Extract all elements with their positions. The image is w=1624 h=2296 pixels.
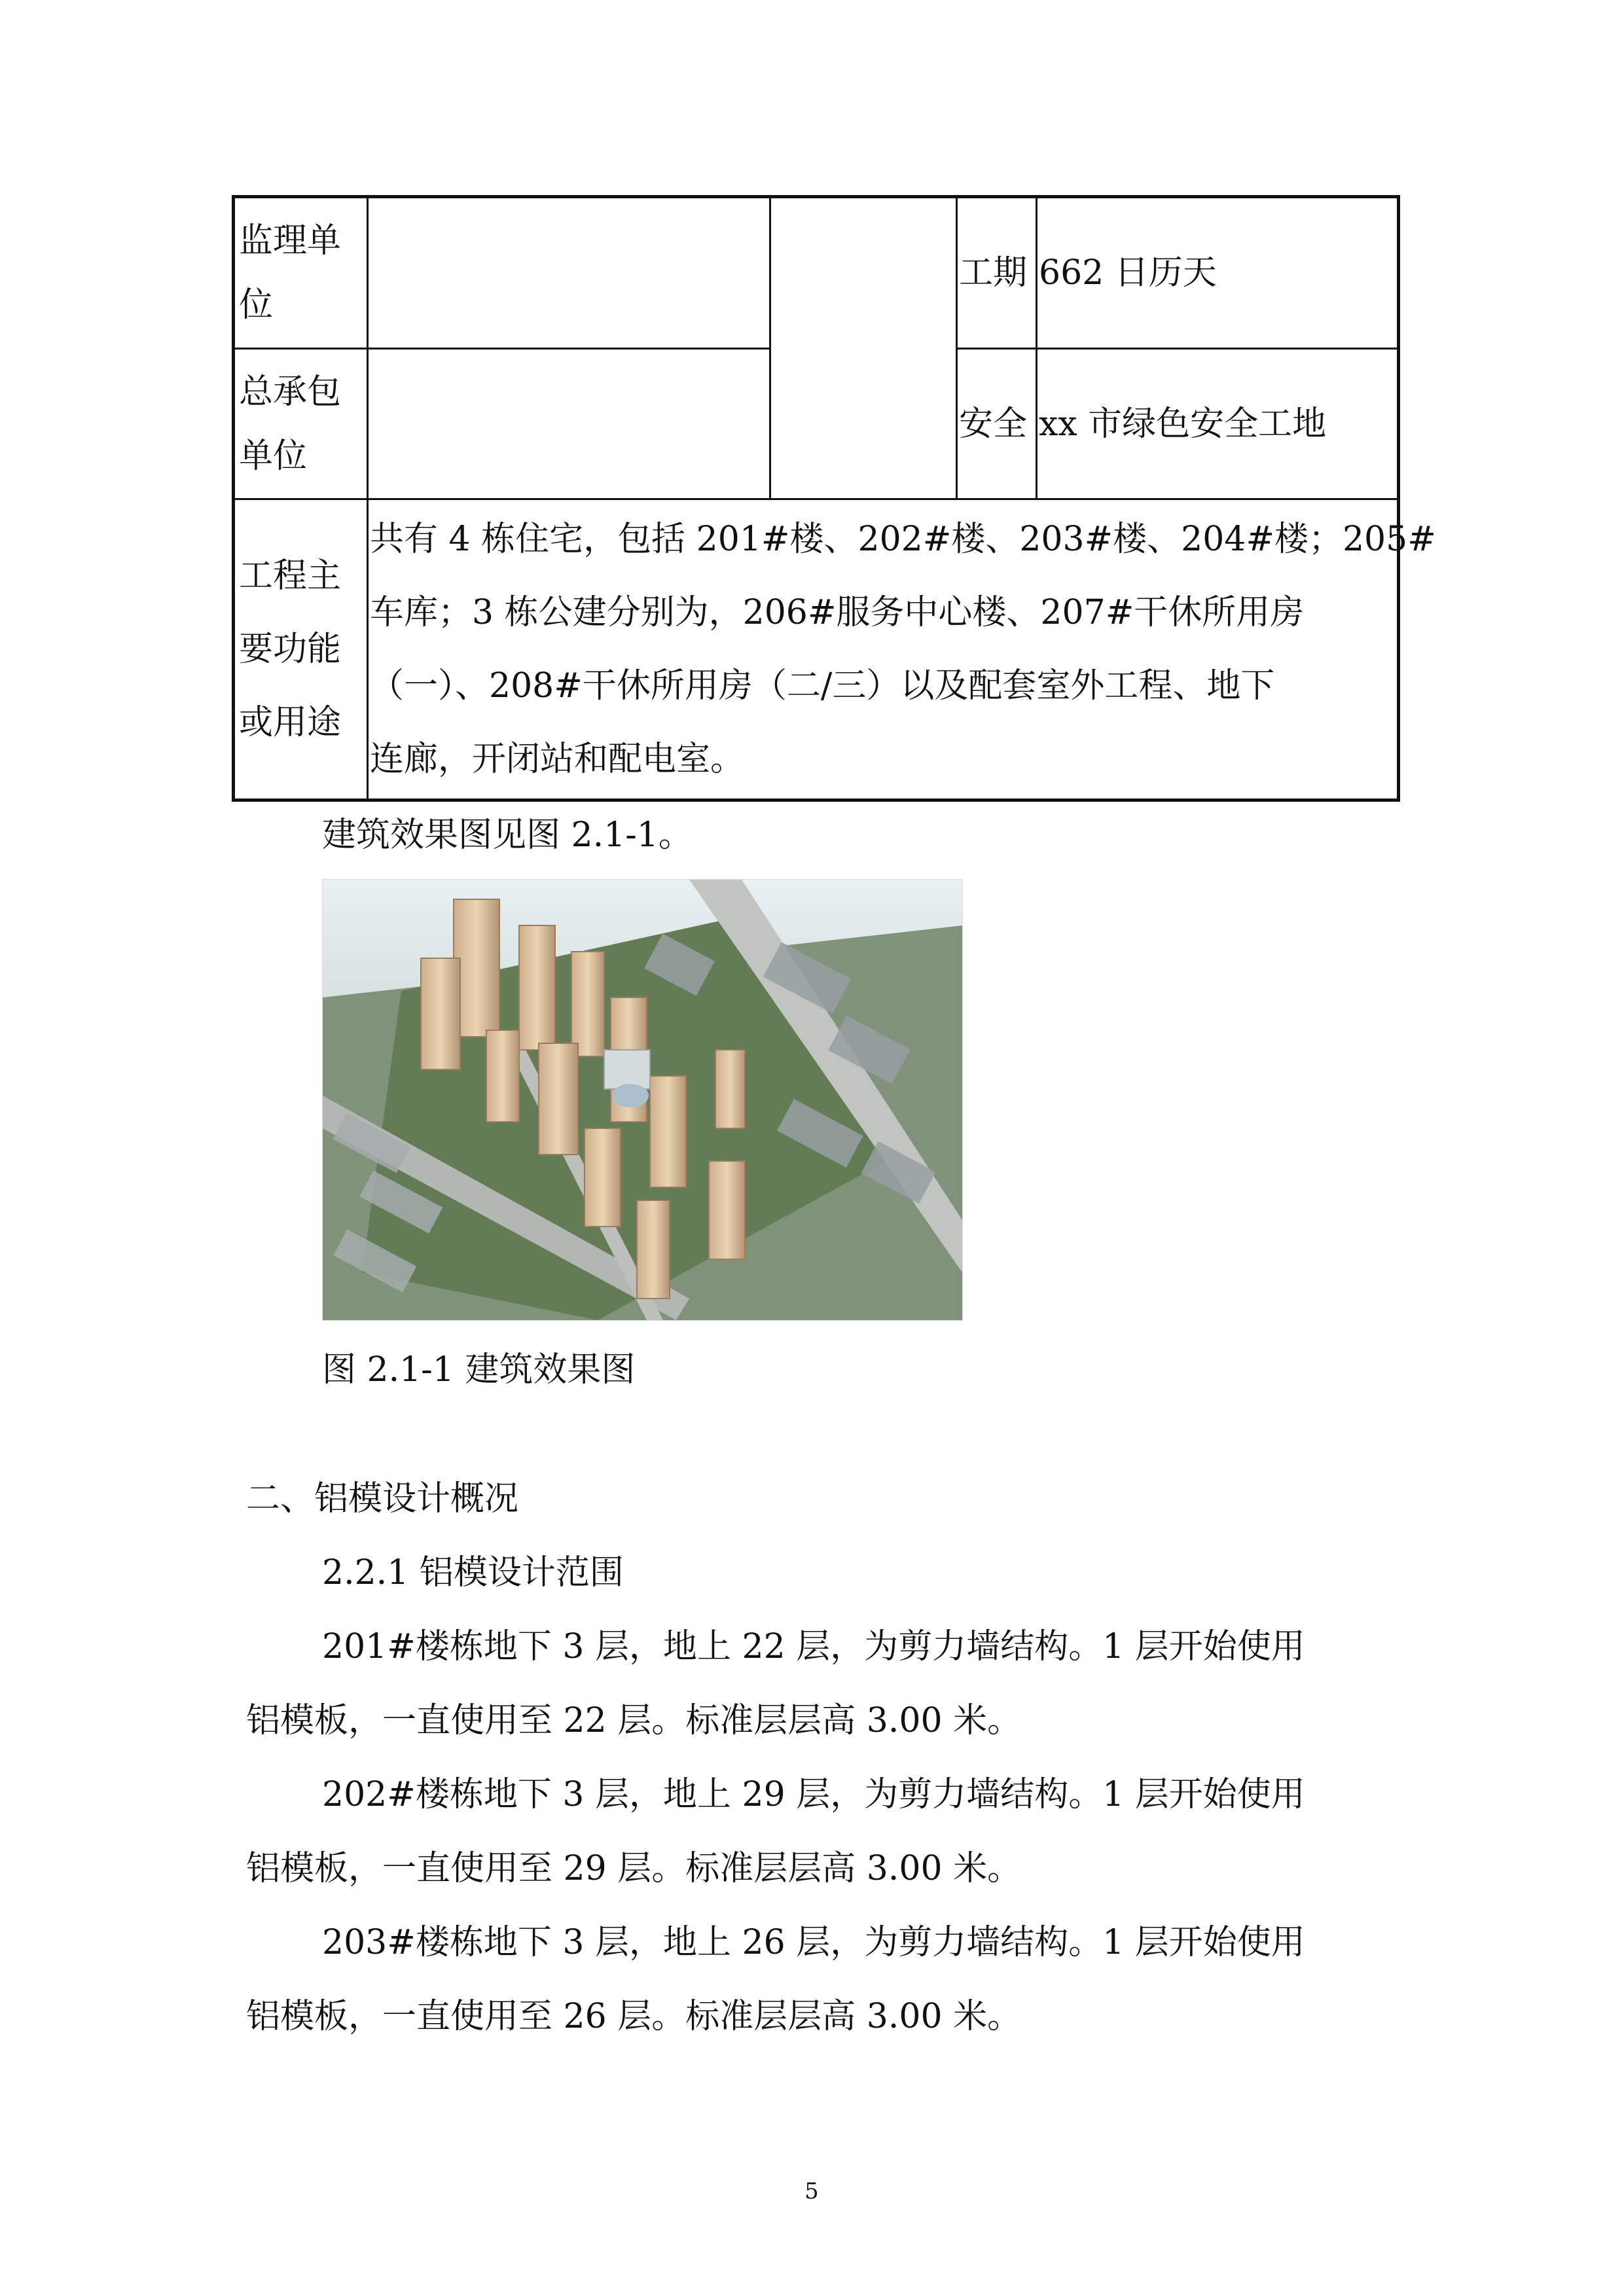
function-label: 工程主要功能或用途 xyxy=(239,556,342,742)
merged-blank-cell xyxy=(770,197,957,499)
duration-label-cell xyxy=(957,197,1037,349)
paragraph-line: 202#楼栋地下 3 层，地上 29 层，为剪力墙结构。1 层开始使用 xyxy=(322,1775,1305,1814)
function-line: 连廊，开闭站和配电室。 xyxy=(370,740,745,779)
figure-reference: 建筑效果图见图 2.1-1。 xyxy=(322,816,693,855)
function-label-cell xyxy=(234,499,368,800)
paragraph-line: 201#楼栋地下 3 层，地上 22 层，为剪力墙结构。1 层开始使用 xyxy=(322,1627,1305,1666)
contractor-label-cell xyxy=(234,349,368,499)
paragraph-line: 铝模板，一直使用至 26 层。标准层层高 3.00 米。 xyxy=(246,1997,1022,2036)
supervisor-value-cell xyxy=(368,197,770,349)
safety-label: 安全 xyxy=(959,404,1028,444)
project-info-table xyxy=(232,195,1436,802)
architectural-rendering-image xyxy=(322,879,963,1321)
function-line: 共有 4 栋住宅，包括 201#楼、202#楼、203#楼、204#楼；205# xyxy=(370,520,1436,559)
safety-label-cell xyxy=(957,349,1037,499)
supervisor-label-cell xyxy=(234,197,368,349)
function-value-cell xyxy=(368,499,1436,800)
contractor-value-cell xyxy=(368,349,770,499)
paragraph-line: 铝模板，一直使用至 29 层。标准层层高 3.00 米。 xyxy=(246,1849,1022,1888)
section-heading: 二、铝模设计概况 xyxy=(246,1479,519,1518)
safety-value-cell xyxy=(1037,349,1399,499)
function-line: 车库；3 栋公建分别为，206#服务中心楼、207#干休所用房 xyxy=(370,593,1305,632)
supervisor-label: 监理单位 xyxy=(239,221,342,325)
page-number: 5 xyxy=(804,2178,819,2204)
paragraph-line: 铝模板，一直使用至 22 层。标准层层高 3.00 米。 xyxy=(246,1701,1022,1740)
safety-value: xx 市绿色安全工地 xyxy=(1039,404,1327,444)
aerial-render-illustration xyxy=(323,880,962,1320)
paragraph-line: 203#楼栋地下 3 层，地上 26 层，为剪力墙结构。1 层开始使用 xyxy=(322,1923,1305,1962)
duration-value: 662 日历天 xyxy=(1039,253,1217,293)
duration-label: 工期 xyxy=(959,253,1028,293)
subsection-heading: 2.2.1 铝模设计范围 xyxy=(322,1553,624,1592)
function-line: （一）、208#干休所用房（二/三）以及配套室外工程、地下 xyxy=(370,666,1275,706)
duration-value-cell xyxy=(1037,197,1399,349)
figure-caption: 图 2.1-1 建筑效果图 xyxy=(322,1350,636,1390)
contractor-label: 总承包单位 xyxy=(239,372,342,476)
